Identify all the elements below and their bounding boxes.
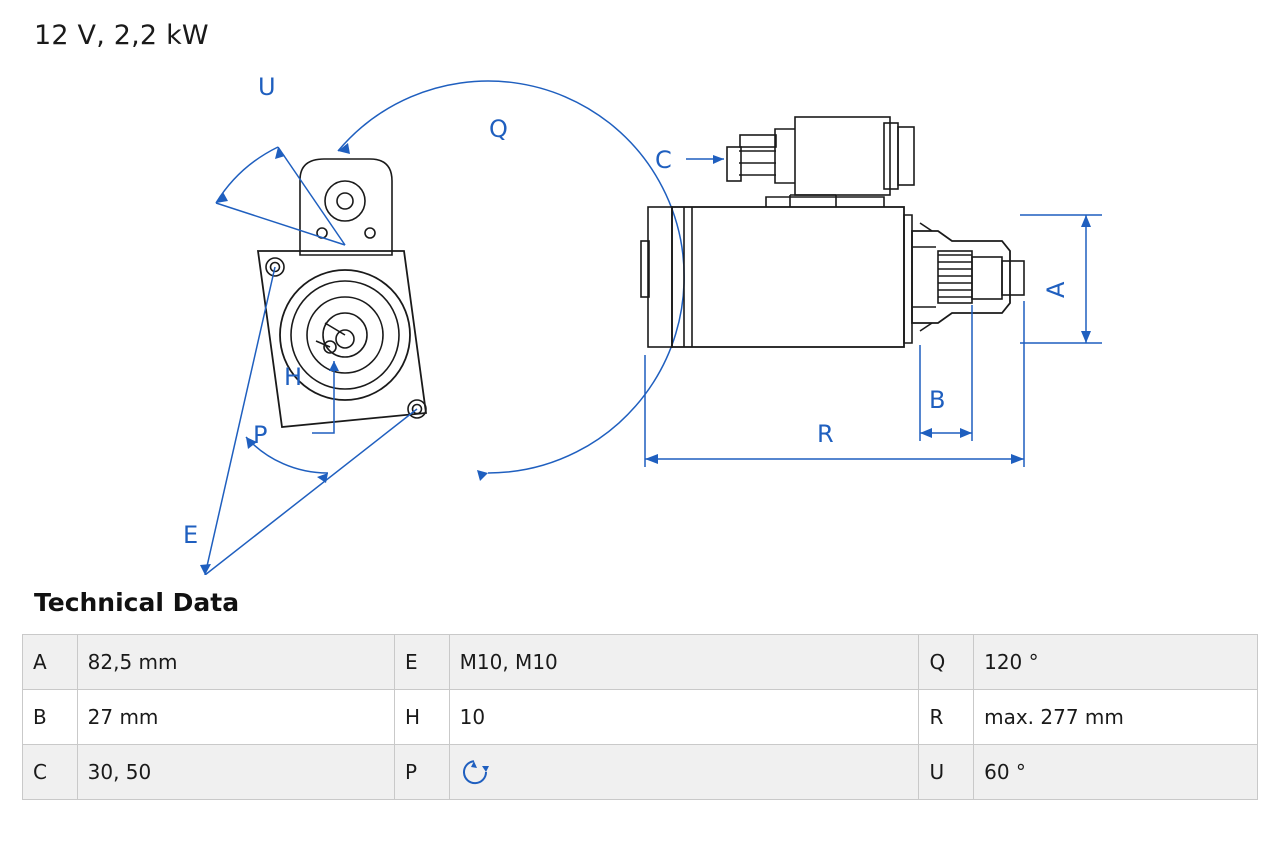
label-q: Q — [489, 115, 508, 143]
left-view-labels — [183, 73, 508, 549]
technical-data-heading: Technical Data — [34, 588, 240, 617]
label-h: H — [284, 363, 303, 391]
row-value-h: 10 — [449, 690, 919, 745]
row-key-a: A — [23, 635, 78, 690]
row-key-p: P — [394, 745, 449, 800]
label-b: B — [929, 386, 946, 414]
label-r: R — [817, 420, 834, 448]
table-row — [23, 745, 1258, 800]
row-key-r: R — [919, 690, 974, 745]
row-value-p — [449, 745, 919, 800]
row-key-e: E — [394, 635, 449, 690]
row-value-u: 60 ° — [974, 745, 1258, 800]
technical-drawing — [0, 55, 1280, 575]
label-p: P — [253, 421, 268, 449]
table-row — [23, 635, 1258, 690]
right-view-drawing — [641, 117, 1024, 347]
right-view-labels — [655, 146, 1070, 448]
row-value-b: 27 mm — [77, 690, 394, 745]
label-u: U — [258, 73, 276, 101]
technical-data-table — [22, 634, 1258, 800]
label-c: C — [655, 146, 672, 174]
row-key-b: B — [23, 690, 78, 745]
label-e: E — [183, 521, 199, 549]
row-value-r: max. 277 mm — [974, 690, 1258, 745]
row-key-q: Q — [919, 635, 974, 690]
label-a: A — [1042, 281, 1070, 298]
row-key-u: U — [919, 745, 974, 800]
rotation-direction-icon — [460, 758, 494, 786]
row-key-c: C — [23, 745, 78, 800]
table-row — [23, 690, 1258, 745]
row-value-e: M10, M10 — [449, 635, 919, 690]
left-view-dimensions — [200, 81, 684, 575]
row-value-c: 30, 50 — [77, 745, 394, 800]
row-value-q: 120 ° — [974, 635, 1258, 690]
page-title: 12 V, 2,2 kW — [34, 20, 209, 51]
right-view-dimensions — [645, 155, 1102, 467]
row-key-h: H — [394, 690, 449, 745]
row-value-a: 82,5 mm — [77, 635, 394, 690]
